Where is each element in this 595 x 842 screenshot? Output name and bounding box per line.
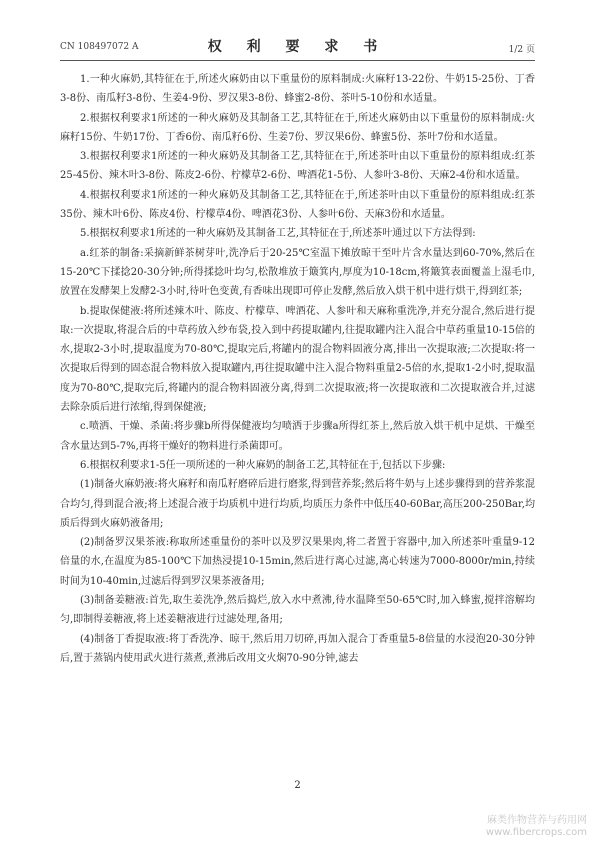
claim-paragraph: (1)制备火麻奶液:将火麻籽和南瓜籽磨碎后进行磨浆,得到营养浆;然后将牛奶与上述步骤得到的营养浆混合均匀,得到混合液;将上述混合液于均质机中进行均质,均质压力条件中低压40-60Bar,高压200-250Bar,均质后得到火麻奶液备用; xyxy=(60,479,535,529)
claim-paragraph: c.喷洒、干燥、杀菌:将步骤b所得保健液均匀喷洒于步骤a所得红茶上,然后放入烘干机中足烘、干燥至含水量达到5-7%,再将干燥好的物料进行杀菌即可。 xyxy=(60,421,535,452)
claim-paragraph: 4.根据权利要求1所述的一种火麻奶及其制备工艺,其特征在于,所述茶叶由以下重量份的原料组成:红茶35份、辣木叶6份、陈皮4份、柠檬草4份、啤酒花3份、人参叶6份、天麻3份和水适量。 xyxy=(60,189,535,221)
watermark-site-name: 麻类作物营养与药用网 xyxy=(487,815,587,826)
page-number: 2 xyxy=(294,780,301,791)
claim-paragraph: 1.一种火麻奶,其特征在于,所述火麻奶由以下重量份的原料制成:火麻籽13-22份、牛奶15-25份、丁香3-8份、南瓜籽3-8份、生姜4-9份、罗汉果3-8份、蜂蜜2-8份、茶叶5-10份和水适量。 xyxy=(60,74,535,105)
claim-paragraph: (3)制备姜糖液:首先,取生姜洗净,然后捣烂,放入水中煮沸,待水温降至50-65℃时,加入蜂蜜,搅拌溶解均匀,即制得姜糖液,将上述姜糖液进行过滤处理,备用; xyxy=(60,595,535,626)
claim-paragraph: 5.根据权利要求1所述的一种火麻奶及其制备工艺,其特征在于,所述茶叶通过以下方法得到: xyxy=(80,228,476,240)
claim-paragraph: (4)制备丁香提取液:将丁香洗净、晾干,然后用刀切碎,再加入混合丁香重量5-8倍量的水浸泡20-30分钟后,置于蒸锅内使用武火进行蒸煮,煮沸后改用文火焖70-90分钟,滤去 xyxy=(60,633,535,664)
claim-paragraph: 3.根据权利要求1所述的一种火麻奶及其制备工艺,其特征在于,所述茶叶由以下重量份的原料组成:红茶25-45份、辣木叶3-8份、陈皮2-6份、柠檬草2-6份、啤酒花1-5份、人参叶3-8份、天麻2-4份和水适量。 xyxy=(60,151,535,182)
document-title: 权 利 要 求 书 xyxy=(207,39,388,55)
watermark xyxy=(486,815,587,839)
claim-paragraph: a.红茶的制备:采摘新鲜茶树芽叶,洗净后于20-25℃室温下摊放晾干至叶片含水量达到60-70%,然后在15-20℃下揉捻20-30分钟;所得揉捻叶均匀,松散堆放于簸箕内,厚度为10-18cm,将簸箕表面覆盖上湿毛巾,放置在发酵架上发酵2-3小时,待叶色变黄,有香味出现即可停止发酵,然后放入烘干机中进行烘干,得到红茶; xyxy=(60,247,535,298)
patent-number: CN 108497072 A xyxy=(60,42,139,52)
page-indicator: 1/2 页 xyxy=(508,45,535,55)
claim-paragraph: b.提取保健液:将所述辣木叶、陈皮、柠檬草、啤酒花、人参叶和天麻称重洗净,并充分混合,然后进行提取:一次提取,将混合后的中草药放入纱布袋,投入到中药提取罐内,往提取罐内注入混合中草药重量10-15倍的水,提取2-3小时,提取温度为70-80℃,提取完后,将罐内的混合物料固液分离,排出一次提取液;二次提取:将一次提取后得到的固态混合物料放入提取罐内,再往提取罐中注入混合物料重量2-5倍的水,提取1-2小时,提取温度为70-80℃,提取完后,将罐内的混合物料固液分离,得到二次提取液;将一次提取液和二次提取液合并,过滤去除杂质后进行浓缩,得到保健液; xyxy=(60,305,535,414)
claim-paragraph: 6.根据权利要求1-5任一项所述的一种火麻奶的制备工艺,其特征在于,包括以下步骤: xyxy=(80,459,446,471)
header-rule xyxy=(60,60,535,61)
claims-body xyxy=(60,70,535,668)
claim-paragraph: (2)制备罗汉果茶液:称取所述重量份的茶叶以及罗汉果果肉,将二者置于容器中,加入所述茶叶重量9-12倍量的水,在温度为85-100℃下加热浸提10-15min,然后进行离心过滤,离心转速为7000-8000r/min,持续时间为10-40min,过滤后得到罗汉果茶液备用; xyxy=(60,537,535,587)
claim-paragraph: 2.根据权利要求1所述的一种火麻奶及其制备工艺,其特征在于,所述火麻奶由以下重量份的原料制成:火麻籽15份、牛奶17份、丁香6份、南瓜籽6份、生姜7份、罗汉果6份、蜂蜜5份、茶叶7份和水适量。 xyxy=(60,112,535,143)
page-header xyxy=(60,36,535,58)
watermark-url: www.fibercrops.com xyxy=(485,827,587,838)
